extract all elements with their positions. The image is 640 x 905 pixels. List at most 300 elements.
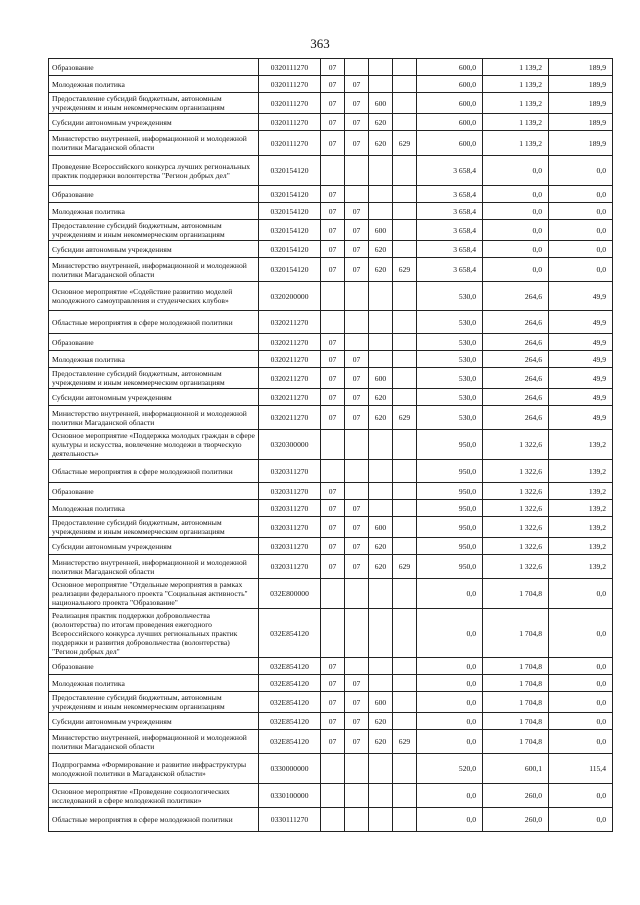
table-row (49, 430, 613, 460)
admin-code-cell (393, 186, 417, 203)
section-cell: 07 (321, 334, 345, 351)
percent-cell: 49,9 (549, 282, 613, 311)
target-article-cell: 0320311270 (259, 555, 321, 579)
subsection-cell: 07 (345, 555, 369, 579)
target-article-cell: 0320111270 (259, 59, 321, 76)
page-number: 363 (310, 36, 330, 51)
expense-type-cell (369, 351, 393, 368)
section-cell: 07 (321, 186, 345, 203)
subsection-cell (345, 311, 369, 334)
percent-cell: 115,4 (549, 754, 613, 784)
row-name-cell: Реализация практик поддержки добровольчества (волонтерства) по итогам проведения ежегодного Всероссийского конкурса лучших региональных практик поддержки и развития добровольчества (волонтерства) "Регион добрых дел" (49, 609, 259, 658)
admin-code-cell (393, 59, 417, 76)
target-article-cell: 0320154120 (259, 220, 321, 241)
table-row (49, 754, 613, 784)
row-name-cell: Основное мероприятие «Содействие развитию моделей молодежного самоуправления и студенческих клубов» (49, 282, 259, 311)
percent-cell: 0,0 (549, 713, 613, 730)
subsection-cell (345, 483, 369, 500)
target-article-cell: 0320211270 (259, 334, 321, 351)
table-row (49, 517, 613, 538)
section-cell: 07 (321, 59, 345, 76)
table-row (49, 186, 613, 203)
admin-code-cell (393, 241, 417, 258)
admin-code-cell: 629 (393, 258, 417, 282)
section-cell: 07 (321, 368, 345, 389)
admin-code-cell (393, 692, 417, 713)
section-cell (321, 311, 345, 334)
actual-amount-cell: 1 704,8 (483, 692, 549, 713)
target-article-cell: 0330100000 (259, 784, 321, 808)
percent-cell: 0,0 (549, 730, 613, 754)
table-row (49, 460, 613, 483)
target-article-cell: 0320154120 (259, 241, 321, 258)
expense-type-cell (369, 609, 393, 658)
table-row (49, 59, 613, 76)
percent-cell: 0,0 (549, 258, 613, 282)
table-row (49, 93, 613, 114)
subsection-cell (345, 784, 369, 808)
section-cell: 07 (321, 220, 345, 241)
table-row (49, 131, 613, 156)
section-cell (321, 579, 345, 609)
row-name-cell: Образование (49, 59, 259, 76)
row-name-cell: Министерство внутренней, информационной и молодежной политики Магаданской области (49, 406, 259, 430)
section-cell: 07 (321, 658, 345, 675)
expense-type-cell (369, 579, 393, 609)
planned-amount-cell: 530,0 (417, 389, 483, 406)
table-row (49, 555, 613, 579)
percent-cell: 0,0 (549, 808, 613, 832)
percent-cell: 0,0 (549, 658, 613, 675)
admin-code-cell (393, 675, 417, 692)
section-cell: 07 (321, 500, 345, 517)
planned-amount-cell: 950,0 (417, 483, 483, 500)
actual-amount-cell: 1 322,6 (483, 555, 549, 579)
row-name-cell: Министерство внутренней, информационной и молодежной политики Магаданской области (49, 555, 259, 579)
table-row (49, 713, 613, 730)
planned-amount-cell: 530,0 (417, 334, 483, 351)
subsection-cell (345, 59, 369, 76)
table-row (49, 334, 613, 351)
expense-type-cell: 600 (369, 368, 393, 389)
actual-amount-cell: 1 139,2 (483, 131, 549, 156)
table-row (49, 675, 613, 692)
subsection-cell (345, 658, 369, 675)
percent-cell: 139,2 (549, 555, 613, 579)
admin-code-cell (393, 389, 417, 406)
section-cell: 07 (321, 483, 345, 500)
percent-cell: 49,9 (549, 351, 613, 368)
planned-amount-cell: 600,0 (417, 93, 483, 114)
target-article-cell: 0330111270 (259, 808, 321, 832)
row-name-cell: Областные мероприятия в сфере молодежной политики (49, 808, 259, 832)
actual-amount-cell: 0,0 (483, 203, 549, 220)
planned-amount-cell: 3 658,4 (417, 241, 483, 258)
subsection-cell: 07 (345, 500, 369, 517)
expense-type-cell (369, 483, 393, 500)
subsection-cell: 07 (345, 675, 369, 692)
table-row (49, 784, 613, 808)
row-name-cell: Образование (49, 334, 259, 351)
target-article-cell: 0320300000 (259, 430, 321, 460)
row-name-cell: Молодежная политика (49, 351, 259, 368)
section-cell: 07 (321, 203, 345, 220)
expense-type-cell: 620 (369, 730, 393, 754)
row-name-cell: Субсидии автономным учреждениям (49, 241, 259, 258)
admin-code-cell (393, 483, 417, 500)
subsection-cell (345, 156, 369, 186)
target-article-cell: 0320211270 (259, 351, 321, 368)
percent-cell: 49,9 (549, 334, 613, 351)
budget-table (48, 58, 613, 832)
admin-code-cell (393, 282, 417, 311)
admin-code-cell (393, 713, 417, 730)
expense-type-cell (369, 186, 393, 203)
actual-amount-cell: 0,0 (483, 186, 549, 203)
percent-cell: 0,0 (549, 784, 613, 808)
section-cell: 07 (321, 406, 345, 430)
section-cell: 07 (321, 389, 345, 406)
table-row (49, 311, 613, 334)
row-name-cell: Образование (49, 658, 259, 675)
admin-code-cell (393, 368, 417, 389)
row-name-cell: Министерство внутренней, информационной и молодежной политики Магаданской области (49, 258, 259, 282)
admin-code-cell (393, 93, 417, 114)
actual-amount-cell: 1 704,8 (483, 675, 549, 692)
section-cell: 07 (321, 93, 345, 114)
target-article-cell: 0320111270 (259, 76, 321, 93)
subsection-cell: 07 (345, 203, 369, 220)
subsection-cell: 07 (345, 131, 369, 156)
section-cell: 07 (321, 351, 345, 368)
section-cell (321, 460, 345, 483)
table-row (49, 351, 613, 368)
section-cell (321, 784, 345, 808)
subsection-cell (345, 754, 369, 784)
row-name-cell: Субсидии автономным учреждениям (49, 389, 259, 406)
section-cell: 07 (321, 692, 345, 713)
actual-amount-cell: 260,0 (483, 784, 549, 808)
percent-cell: 49,9 (549, 389, 613, 406)
actual-amount-cell: 0,0 (483, 220, 549, 241)
actual-amount-cell: 0,0 (483, 258, 549, 282)
admin-code-cell (393, 579, 417, 609)
expense-type-cell (369, 430, 393, 460)
target-article-cell: 032E854120 (259, 730, 321, 754)
target-article-cell: 0320211270 (259, 311, 321, 334)
expense-type-cell: 620 (369, 258, 393, 282)
actual-amount-cell: 1 704,8 (483, 713, 549, 730)
expense-type-cell (369, 76, 393, 93)
percent-cell: 0,0 (549, 220, 613, 241)
planned-amount-cell: 0,0 (417, 784, 483, 808)
admin-code-cell (393, 334, 417, 351)
subsection-cell (345, 579, 369, 609)
row-name-cell: Предоставление субсидий бюджетным, автономным учреждениям и иным некоммерческим организациям (49, 93, 259, 114)
planned-amount-cell: 600,0 (417, 76, 483, 93)
row-name-cell: Предоставление субсидий бюджетным, автономным учреждениям и иным некоммерческим организациям (49, 368, 259, 389)
target-article-cell: 032E854120 (259, 713, 321, 730)
planned-amount-cell: 0,0 (417, 713, 483, 730)
actual-amount-cell: 0,0 (483, 241, 549, 258)
subsection-cell: 07 (345, 713, 369, 730)
admin-code-cell (393, 220, 417, 241)
percent-cell: 189,9 (549, 131, 613, 156)
admin-code-cell: 629 (393, 730, 417, 754)
actual-amount-cell: 1 139,2 (483, 76, 549, 93)
planned-amount-cell: 0,0 (417, 609, 483, 658)
expense-type-cell: 620 (369, 389, 393, 406)
subsection-cell (345, 334, 369, 351)
subsection-cell: 07 (345, 517, 369, 538)
percent-cell: 189,9 (549, 59, 613, 76)
row-name-cell: Молодежная политика (49, 500, 259, 517)
percent-cell: 0,0 (549, 609, 613, 658)
expense-type-cell: 600 (369, 220, 393, 241)
row-name-cell: Субсидии автономным учреждениям (49, 538, 259, 555)
planned-amount-cell: 530,0 (417, 368, 483, 389)
actual-amount-cell: 1 322,6 (483, 483, 549, 500)
expense-type-cell: 620 (369, 406, 393, 430)
table-row (49, 406, 613, 430)
planned-amount-cell: 3 658,4 (417, 186, 483, 203)
planned-amount-cell: 600,0 (417, 59, 483, 76)
planned-amount-cell: 600,0 (417, 114, 483, 131)
planned-amount-cell: 530,0 (417, 351, 483, 368)
target-article-cell: 0320311270 (259, 538, 321, 555)
actual-amount-cell: 1 322,6 (483, 517, 549, 538)
table-row (49, 282, 613, 311)
target-article-cell: 0320311270 (259, 500, 321, 517)
admin-code-cell (393, 808, 417, 832)
percent-cell: 139,2 (549, 538, 613, 555)
target-article-cell: 032E854120 (259, 692, 321, 713)
target-article-cell: 032E854120 (259, 609, 321, 658)
table-row (49, 368, 613, 389)
planned-amount-cell: 0,0 (417, 692, 483, 713)
row-name-cell: Министерство внутренней, информационной и молодежной политики Магаданской области (49, 730, 259, 754)
subsection-cell (345, 186, 369, 203)
section-cell (321, 430, 345, 460)
target-article-cell: 032E854120 (259, 675, 321, 692)
target-article-cell: 0320111270 (259, 114, 321, 131)
actual-amount-cell: 1 139,2 (483, 114, 549, 131)
row-name-cell: Подпрограмма «Формирование и развитие инфраструктуры молодежной политики в Магаданской области» (49, 754, 259, 784)
table-row (49, 579, 613, 609)
percent-cell: 189,9 (549, 114, 613, 131)
planned-amount-cell: 0,0 (417, 675, 483, 692)
actual-amount-cell: 264,6 (483, 406, 549, 430)
table-row (49, 156, 613, 186)
planned-amount-cell: 950,0 (417, 460, 483, 483)
expense-type-cell: 620 (369, 538, 393, 555)
section-cell: 07 (321, 114, 345, 131)
percent-cell: 0,0 (549, 579, 613, 609)
table-row (49, 538, 613, 555)
percent-cell: 49,9 (549, 406, 613, 430)
planned-amount-cell: 950,0 (417, 500, 483, 517)
admin-code-cell (393, 609, 417, 658)
admin-code-cell (393, 784, 417, 808)
row-name-cell: Субсидии автономным учреждениям (49, 713, 259, 730)
section-cell: 07 (321, 131, 345, 156)
expense-type-cell: 620 (369, 713, 393, 730)
admin-code-cell (393, 658, 417, 675)
actual-amount-cell: 1 139,2 (483, 59, 549, 76)
percent-cell: 49,9 (549, 311, 613, 334)
percent-cell: 0,0 (549, 241, 613, 258)
percent-cell: 0,0 (549, 692, 613, 713)
actual-amount-cell: 600,1 (483, 754, 549, 784)
percent-cell: 139,2 (549, 500, 613, 517)
table-row (49, 609, 613, 658)
percent-cell: 189,9 (549, 93, 613, 114)
expense-type-cell (369, 675, 393, 692)
expense-type-cell (369, 59, 393, 76)
section-cell: 07 (321, 517, 345, 538)
planned-amount-cell: 3 658,4 (417, 220, 483, 241)
section-cell (321, 156, 345, 186)
planned-amount-cell: 0,0 (417, 808, 483, 832)
subsection-cell: 07 (345, 241, 369, 258)
expense-type-cell: 620 (369, 555, 393, 579)
subsection-cell: 07 (345, 730, 369, 754)
subsection-cell (345, 430, 369, 460)
admin-code-cell (393, 460, 417, 483)
planned-amount-cell: 530,0 (417, 311, 483, 334)
actual-amount-cell: 264,6 (483, 351, 549, 368)
subsection-cell: 07 (345, 351, 369, 368)
target-article-cell: 0320200000 (259, 282, 321, 311)
target-article-cell: 0320311270 (259, 460, 321, 483)
percent-cell: 139,2 (549, 430, 613, 460)
actual-amount-cell: 1 704,8 (483, 579, 549, 609)
percent-cell: 139,2 (549, 483, 613, 500)
actual-amount-cell: 1 139,2 (483, 93, 549, 114)
target-article-cell: 0320154120 (259, 186, 321, 203)
percent-cell: 0,0 (549, 186, 613, 203)
table-row (49, 241, 613, 258)
table-row (49, 114, 613, 131)
admin-code-cell (393, 517, 417, 538)
section-cell: 07 (321, 76, 345, 93)
subsection-cell: 07 (345, 368, 369, 389)
row-name-cell: Основное мероприятие «Проведение социологических исследований в сфере молодежной политики» (49, 784, 259, 808)
admin-code-cell (393, 114, 417, 131)
percent-cell: 49,9 (549, 368, 613, 389)
section-cell: 07 (321, 730, 345, 754)
subsection-cell (345, 609, 369, 658)
percent-cell: 139,2 (549, 517, 613, 538)
admin-code-cell (393, 351, 417, 368)
planned-amount-cell: 530,0 (417, 406, 483, 430)
admin-code-cell: 629 (393, 406, 417, 430)
subsection-cell: 07 (345, 114, 369, 131)
admin-code-cell (393, 500, 417, 517)
row-name-cell: Проведение Всероссийского конкурса лучших региональных практик поддержки волонтерства "Регион добрых дел" (49, 156, 259, 186)
expense-type-cell (369, 203, 393, 220)
planned-amount-cell: 3 658,4 (417, 156, 483, 186)
subsection-cell (345, 808, 369, 832)
table-row (49, 692, 613, 713)
subsection-cell: 07 (345, 692, 369, 713)
expense-type-cell: 600 (369, 93, 393, 114)
subsection-cell: 07 (345, 76, 369, 93)
row-name-cell: Молодежная политика (49, 76, 259, 93)
subsection-cell: 07 (345, 538, 369, 555)
row-name-cell: Образование (49, 186, 259, 203)
actual-amount-cell: 264,6 (483, 282, 549, 311)
section-cell: 07 (321, 555, 345, 579)
expense-type-cell (369, 500, 393, 517)
planned-amount-cell: 3 658,4 (417, 203, 483, 220)
actual-amount-cell: 1 704,8 (483, 609, 549, 658)
admin-code-cell (393, 203, 417, 220)
percent-cell: 0,0 (549, 675, 613, 692)
target-article-cell: 0320311270 (259, 483, 321, 500)
admin-code-cell (393, 311, 417, 334)
planned-amount-cell: 600,0 (417, 131, 483, 156)
subsection-cell (345, 460, 369, 483)
row-name-cell: Образование (49, 483, 259, 500)
percent-cell: 139,2 (549, 460, 613, 483)
expense-type-cell (369, 282, 393, 311)
expense-type-cell: 620 (369, 131, 393, 156)
planned-amount-cell: 3 658,4 (417, 258, 483, 282)
subsection-cell: 07 (345, 220, 369, 241)
table-row (49, 658, 613, 675)
actual-amount-cell: 264,6 (483, 389, 549, 406)
expense-type-cell (369, 658, 393, 675)
expense-type-cell (369, 311, 393, 334)
table-row (49, 730, 613, 754)
section-cell (321, 808, 345, 832)
row-name-cell: Областные мероприятия в сфере молодежной политики (49, 311, 259, 334)
target-article-cell: 0320311270 (259, 517, 321, 538)
actual-amount-cell: 1 322,6 (483, 538, 549, 555)
target-article-cell: 0320111270 (259, 131, 321, 156)
planned-amount-cell: 0,0 (417, 658, 483, 675)
section-cell (321, 282, 345, 311)
expense-type-cell (369, 784, 393, 808)
actual-amount-cell: 260,0 (483, 808, 549, 832)
expense-type-cell (369, 808, 393, 832)
admin-code-cell (393, 430, 417, 460)
expense-type-cell (369, 460, 393, 483)
percent-cell: 189,9 (549, 76, 613, 93)
row-name-cell: Основное мероприятие «Поддержка молодых граждан в сфере культуры и искусства, вовлечение молодежи в творческую деятельность» (49, 430, 259, 460)
actual-amount-cell: 264,6 (483, 334, 549, 351)
actual-amount-cell: 264,6 (483, 368, 549, 389)
table-row (49, 500, 613, 517)
row-name-cell: Основное мероприятие "Отдельные мероприятия в рамках реализации федерального проекта "Социальная активность" национального проекта "Образование" (49, 579, 259, 609)
table-row (49, 220, 613, 241)
table-row (49, 808, 613, 832)
actual-amount-cell: 1 704,8 (483, 730, 549, 754)
row-name-cell: Предоставление субсидий бюджетным, автономным учреждениям и иным некоммерческим организациям (49, 517, 259, 538)
table-row (49, 483, 613, 500)
table-row (49, 76, 613, 93)
planned-amount-cell: 950,0 (417, 517, 483, 538)
target-article-cell: 0320211270 (259, 368, 321, 389)
expense-type-cell: 620 (369, 241, 393, 258)
subsection-cell: 07 (345, 258, 369, 282)
subsection-cell (345, 282, 369, 311)
planned-amount-cell: 0,0 (417, 730, 483, 754)
section-cell: 07 (321, 713, 345, 730)
subsection-cell: 07 (345, 389, 369, 406)
admin-code-cell (393, 76, 417, 93)
